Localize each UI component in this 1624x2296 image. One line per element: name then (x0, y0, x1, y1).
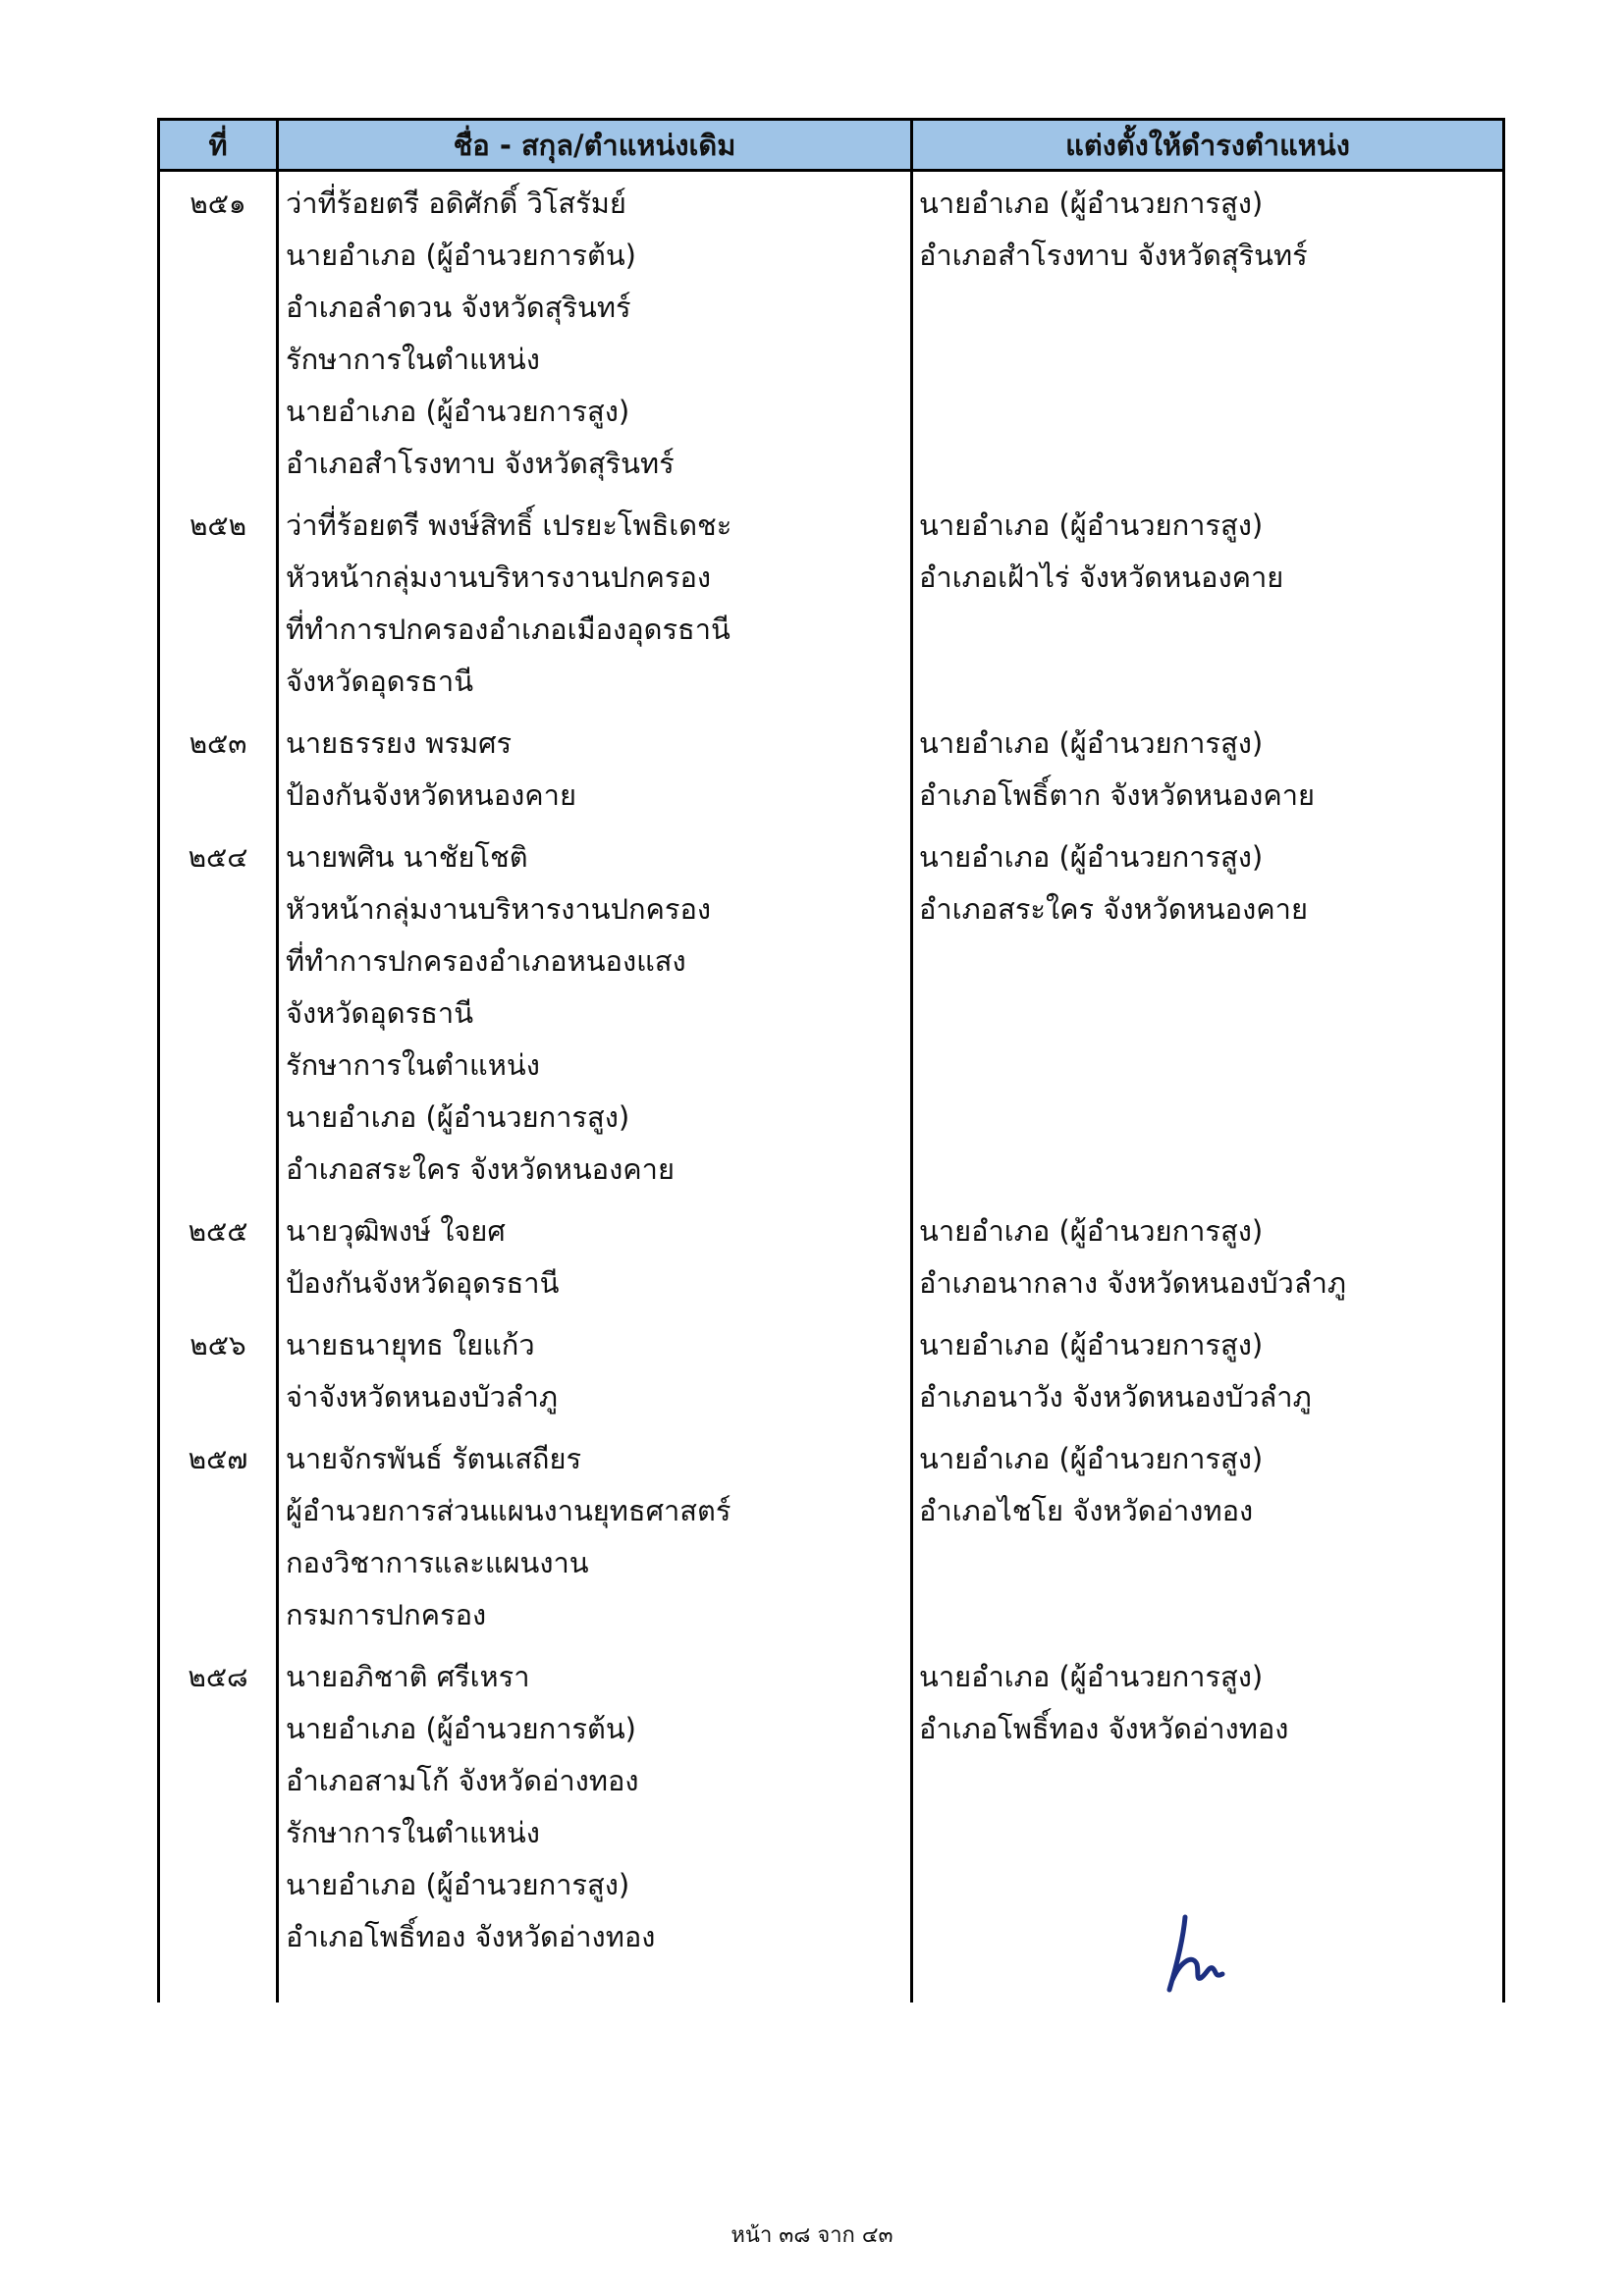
table-row (160, 1433, 1502, 1641)
new-position-cell (919, 178, 1498, 282)
old-position-cell (286, 178, 904, 490)
old-position-line: อำเภอสามโก้ จังหวัดอ่างทอง (286, 1764, 639, 1797)
old-position-line: นายอำเภอ (ผู้อำนวยการสูง) (286, 395, 630, 428)
signature-mark (1164, 1909, 1232, 1998)
table-row (160, 831, 1502, 1196)
new-position-cell (919, 718, 1498, 822)
new-position-line: อำเภอโพธิ์ทอง จังหวัดอ่างทอง (919, 1712, 1289, 1745)
old-position-line: อำเภอลำดวน จังหวัดสุรินทร์ (286, 291, 631, 324)
row-number: ๒๕๒ (189, 509, 247, 542)
row-number: ๒๕๕ (188, 1215, 248, 1248)
old-position-line: ว่าที่ร้อยตรี พงษ์สิทธิ์ เปรยะโพธิเดชะ (286, 508, 732, 542)
old-position-line: นายอำเภอ (ผู้อำนวยการต้น) (286, 239, 636, 272)
new-position-line: อำเภอนาวัง จังหวัดหนองบัวลำภู (919, 1380, 1312, 1414)
new-position-line: อำเภอสระใคร จังหวัดหนองคาย (919, 892, 1308, 926)
old-position-cell (286, 500, 904, 708)
row-number: ๒๕๑ (189, 187, 246, 220)
old-position-line: รักษาการในตำแหน่ง (286, 1816, 540, 1849)
new-position-cell (919, 1319, 1498, 1423)
header-name-old-position: ชื่อ - สกุล/ตำแหน่งเดิม (453, 128, 736, 162)
table-row (160, 1319, 1502, 1423)
old-position-line: นายอำเภอ (ผู้อำนวยการต้น) (286, 1712, 636, 1745)
new-position-line: อำเภอเฝ้าไร่ จังหวัดหนองคาย (919, 561, 1284, 594)
old-position-line: จ่าจังหวัดหนองบัวลำภู (286, 1380, 559, 1414)
row-number: ๒๕๓ (189, 727, 247, 760)
header-number: ที่ (208, 128, 228, 162)
old-position-line: จังหวัดอุดรธานี (286, 996, 474, 1030)
new-position-line: นายอำเภอ (ผู้อำนวยการสูง) (919, 1660, 1264, 1693)
old-position-line: นายวุฒิพงษ์ ใจยศ (286, 1214, 506, 1248)
old-position-line: อำเภอสระใคร จังหวัดหนองคาย (286, 1152, 675, 1186)
appointment-table (157, 118, 1505, 2002)
old-position-line: กรมการปกครอง (286, 1598, 487, 1631)
new-position-cell (919, 1205, 1498, 1309)
old-position-line: ที่ทำการปกครองอำเภอเมืองอุดรธานี (286, 613, 731, 646)
old-position-line: ที่ทำการปกครองอำเภอหนองแสง (286, 944, 686, 978)
old-position-line: กองวิชาการและแผนงาน (286, 1546, 589, 1579)
new-position-line: อำเภอนากลาง จังหวัดหนองบัวลำภู (919, 1266, 1347, 1300)
table-body (160, 178, 1502, 1973)
old-position-cell (286, 1205, 904, 1309)
row-number: ๒๕๖ (189, 1329, 246, 1362)
table-row (160, 500, 1502, 708)
old-position-line: นายจักรพันธ์ รัตนเสถียร (286, 1442, 582, 1475)
old-position-line: อำเภอสำโรงทาบ จังหวัดสุรินทร์ (286, 447, 675, 480)
old-position-line: ป้องกันจังหวัดหนองคาย (286, 778, 576, 812)
old-position-cell (286, 1651, 904, 1963)
new-position-line: นายอำเภอ (ผู้อำนวยการสูง) (919, 726, 1264, 760)
old-position-line: นายอภิชาติ ศรีเหรา (286, 1660, 530, 1693)
old-position-line: รักษาการในตำแหน่ง (286, 1048, 540, 1082)
table-row (160, 718, 1502, 822)
new-position-line: นายอำเภอ (ผู้อำนวยการสูง) (919, 1214, 1264, 1248)
old-position-cell (286, 718, 904, 822)
new-position-line: นายอำเภอ (ผู้อำนวยการสูง) (919, 187, 1264, 220)
old-position-line: นายธนายุทธ ใยแก้ว (286, 1328, 535, 1362)
new-position-cell (919, 1651, 1498, 1755)
old-position-line: ผู้อำนวยการส่วนแผนงานยุทธศาสตร์ (286, 1494, 731, 1527)
new-position-cell (919, 831, 1498, 935)
new-position-cell (919, 1433, 1498, 1537)
old-position-cell (286, 1433, 904, 1641)
new-position-line: อำเภอไชโย จังหวัดอ่างทอง (919, 1494, 1254, 1527)
new-position-line: นายอำเภอ (ผู้อำนวยการสูง) (919, 1328, 1264, 1362)
table-row (160, 178, 1502, 490)
page-number: หน้า ๓๘ จาก ๔๓ (731, 2223, 893, 2248)
new-position-line: นายอำเภอ (ผู้อำนวยการสูง) (919, 840, 1264, 874)
new-position-line: อำเภอสำโรงทาบ จังหวัดสุรินทร์ (919, 239, 1308, 272)
old-position-line: อำเภอโพธิ์ทอง จังหวัดอ่างทอง (286, 1920, 656, 1953)
old-position-line: นายอำเภอ (ผู้อำนวยการสูง) (286, 1100, 630, 1134)
new-position-line: นายอำเภอ (ผู้อำนวยการสูง) (919, 1442, 1264, 1475)
new-position-line: นายอำเภอ (ผู้อำนวยการสูง) (919, 508, 1264, 542)
new-position-line: อำเภอโพธิ์ตาก จังหวัดหนองคาย (919, 778, 1316, 812)
old-position-line: หัวหน้ากลุ่มงานบริหารงานปกครอง (286, 561, 712, 594)
table-row (160, 1651, 1502, 1963)
table-row (160, 1205, 1502, 1309)
old-position-line: หัวหน้ากลุ่มงานบริหารงานปกครอง (286, 892, 712, 926)
old-position-line: นายธรรยง พรมศร (286, 726, 513, 760)
old-position-line: จังหวัดอุดรธานี (286, 665, 474, 698)
old-position-line: ป้องกันจังหวัดอุดรธานี (286, 1266, 560, 1300)
row-number: ๒๕๘ (188, 1661, 248, 1693)
old-position-line: นายพศิน นาชัยโชติ (286, 840, 528, 874)
new-position-cell (919, 500, 1498, 604)
old-position-line: นายอำเภอ (ผู้อำนวยการสูง) (286, 1868, 630, 1901)
header-new-position: แต่งตั้งให้ดำรงตำแหน่ง (1065, 128, 1350, 162)
old-position-line: ว่าที่ร้อยตรี อดิศักดิ์ วิโสรัมย์ (286, 187, 626, 220)
row-number: ๒๕๗ (188, 1443, 248, 1475)
old-position-cell (286, 1319, 904, 1423)
table-header (160, 121, 1502, 172)
old-position-cell (286, 831, 904, 1196)
row-number: ๒๕๔ (188, 841, 248, 874)
old-position-line: รักษาการในตำแหน่ง (286, 343, 540, 376)
